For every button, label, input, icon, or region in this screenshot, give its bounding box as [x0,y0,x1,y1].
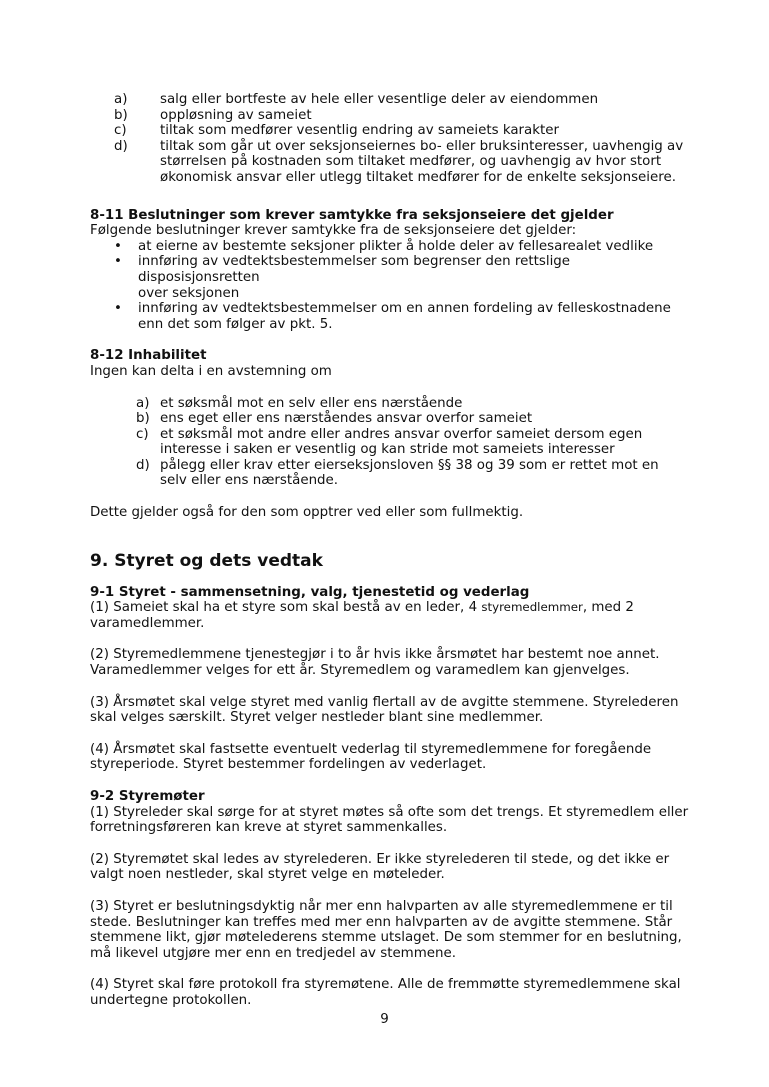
paragraph: (4) Årsmøtet skal fastsette eventuelt vederlag til styremedlemmene for foregående styreperiode. Styret bestemmer fordelingen av vederlaget. [90,741,652,773]
section-intro: Ingen kan delta i en avstemning om [90,363,332,379]
intro-list [90,92,690,186]
paragraph: (1) Sameiet skal ha et styre som skal bestå av en leder, 4 styremedlemmer, med 2 varamedlemmer. [90,600,634,631]
list-item: • at eierne av bestemte seksjoner plikter å holde deler av fellesarealet vedlike [114,238,654,254]
section-heading-8-12: 8-12 Inhabilitet [90,348,207,364]
list-item: c) tiltak som medfører vesentlig endring av sameiets karakter [114,123,560,139]
section-intro: Følgende beslutninger krever samtykke fra de seksjonseiere det gjelder: [90,223,577,239]
list-item: d) tiltak som går ut over seksjonseiernes bo- eller bruksinteresser, uavhengig av størrelsen på kostnaden som tiltaket medfører, og uavhengig av hvor stort økonomisk ansvar eller utlegg tiltaket medfører for de enkelte seksjonseiere. [114,138,684,185]
paragraph: (1) Styreleder skal sørge for at styret møtes så ofte som det trengs. Et styremedlem eller forretningsføreren kan kreve at styret sammenkalles. [90,804,689,836]
paragraph: (3) Årsmøtet skal velge styret med vanlig flertall av de avgitte stemmene. Styrelederen skal velges særskilt. Styret velger nestleder blant sine medlemmer. [90,694,679,726]
section-heading-9-1: 9-1 Styret - sammensetning, valg, tjenestetid og vederlag [90,584,530,600]
paragraph: (3) Styret er beslutningsdyktig når mer enn halvparten av alle styremedlemmene er til stede. Beslutninger kan treffes med mer enn halvparten av de avgitte stemmene. Står stemmene likt, gjør møtelederens stemme utslaget. De som stemmer for en beslutning, må likevel utgjøre mer enn en tredjedel av stemmene. [90,898,682,961]
page-number: 9 [380,1012,389,1027]
list-item: b) oppløsning av sameiet [114,107,312,123]
inhabilitet-list [90,396,690,490]
document-page [90,92,690,1009]
section-heading-8-11: 8-11 Beslutninger som krever samtykke fra seksjonseiere det gjelder [90,207,614,223]
paragraph: (2) Styremedlemmene tjenestegjør i to år hvis ikke årsmøtet har bestemt noe annet. Varamedlemmer velges for ett år. Styremedlem og varamedlem kan gjenvelges. [90,647,660,679]
list-item: c) et søksmål mot andre eller andres ansvar overfor sameiet dersom egen interesse i saken er vesentlig og kan stride mot sameiets interesser [136,426,643,458]
closing-paragraph: Dette gjelder også for den som opptrer ved eller som fullmektig. [90,505,524,521]
chapter-heading-9: 9. Styret og dets vedtak [90,550,323,571]
list-item: b) ens eget eller ens nærståendes ansvar overfor sameiet [136,411,533,427]
paragraph: (2) Styremøtet skal ledes av styrelederen. Er ikke styrelederen til stede, og det ikke er valgt noen nestleder, skal styret velge en møteleder. [90,851,670,883]
section-heading-9-2: 9-2 Styremøter [90,789,205,804]
list-item: d) pålegg eller krav etter eierseksjonsloven §§ 38 og 39 som er rettet mot en selv eller ens nærstående. [136,457,659,489]
bullet-list [90,239,690,333]
list-item: • innføring av vedtektsbestemmelser som begrenser den rettslige disposisjonsretten over seksjonen [114,254,571,301]
paragraph: (4) Styret skal føre protokoll fra styremøtene. Alle de fremmøtte styremedlemmene skal undertegne protokollen. [90,977,681,1008]
list-item: • innføring av vedtektsbestemmelser om en annen fordeling av felleskostnadene enn det som følger av pkt. 5. [114,301,671,332]
list-item: a) salg eller bortfeste av hele eller vesentlige deler av eiendommen [114,92,599,107]
list-item: a) et søksmål mot en selv eller ens nærstående [136,395,463,411]
